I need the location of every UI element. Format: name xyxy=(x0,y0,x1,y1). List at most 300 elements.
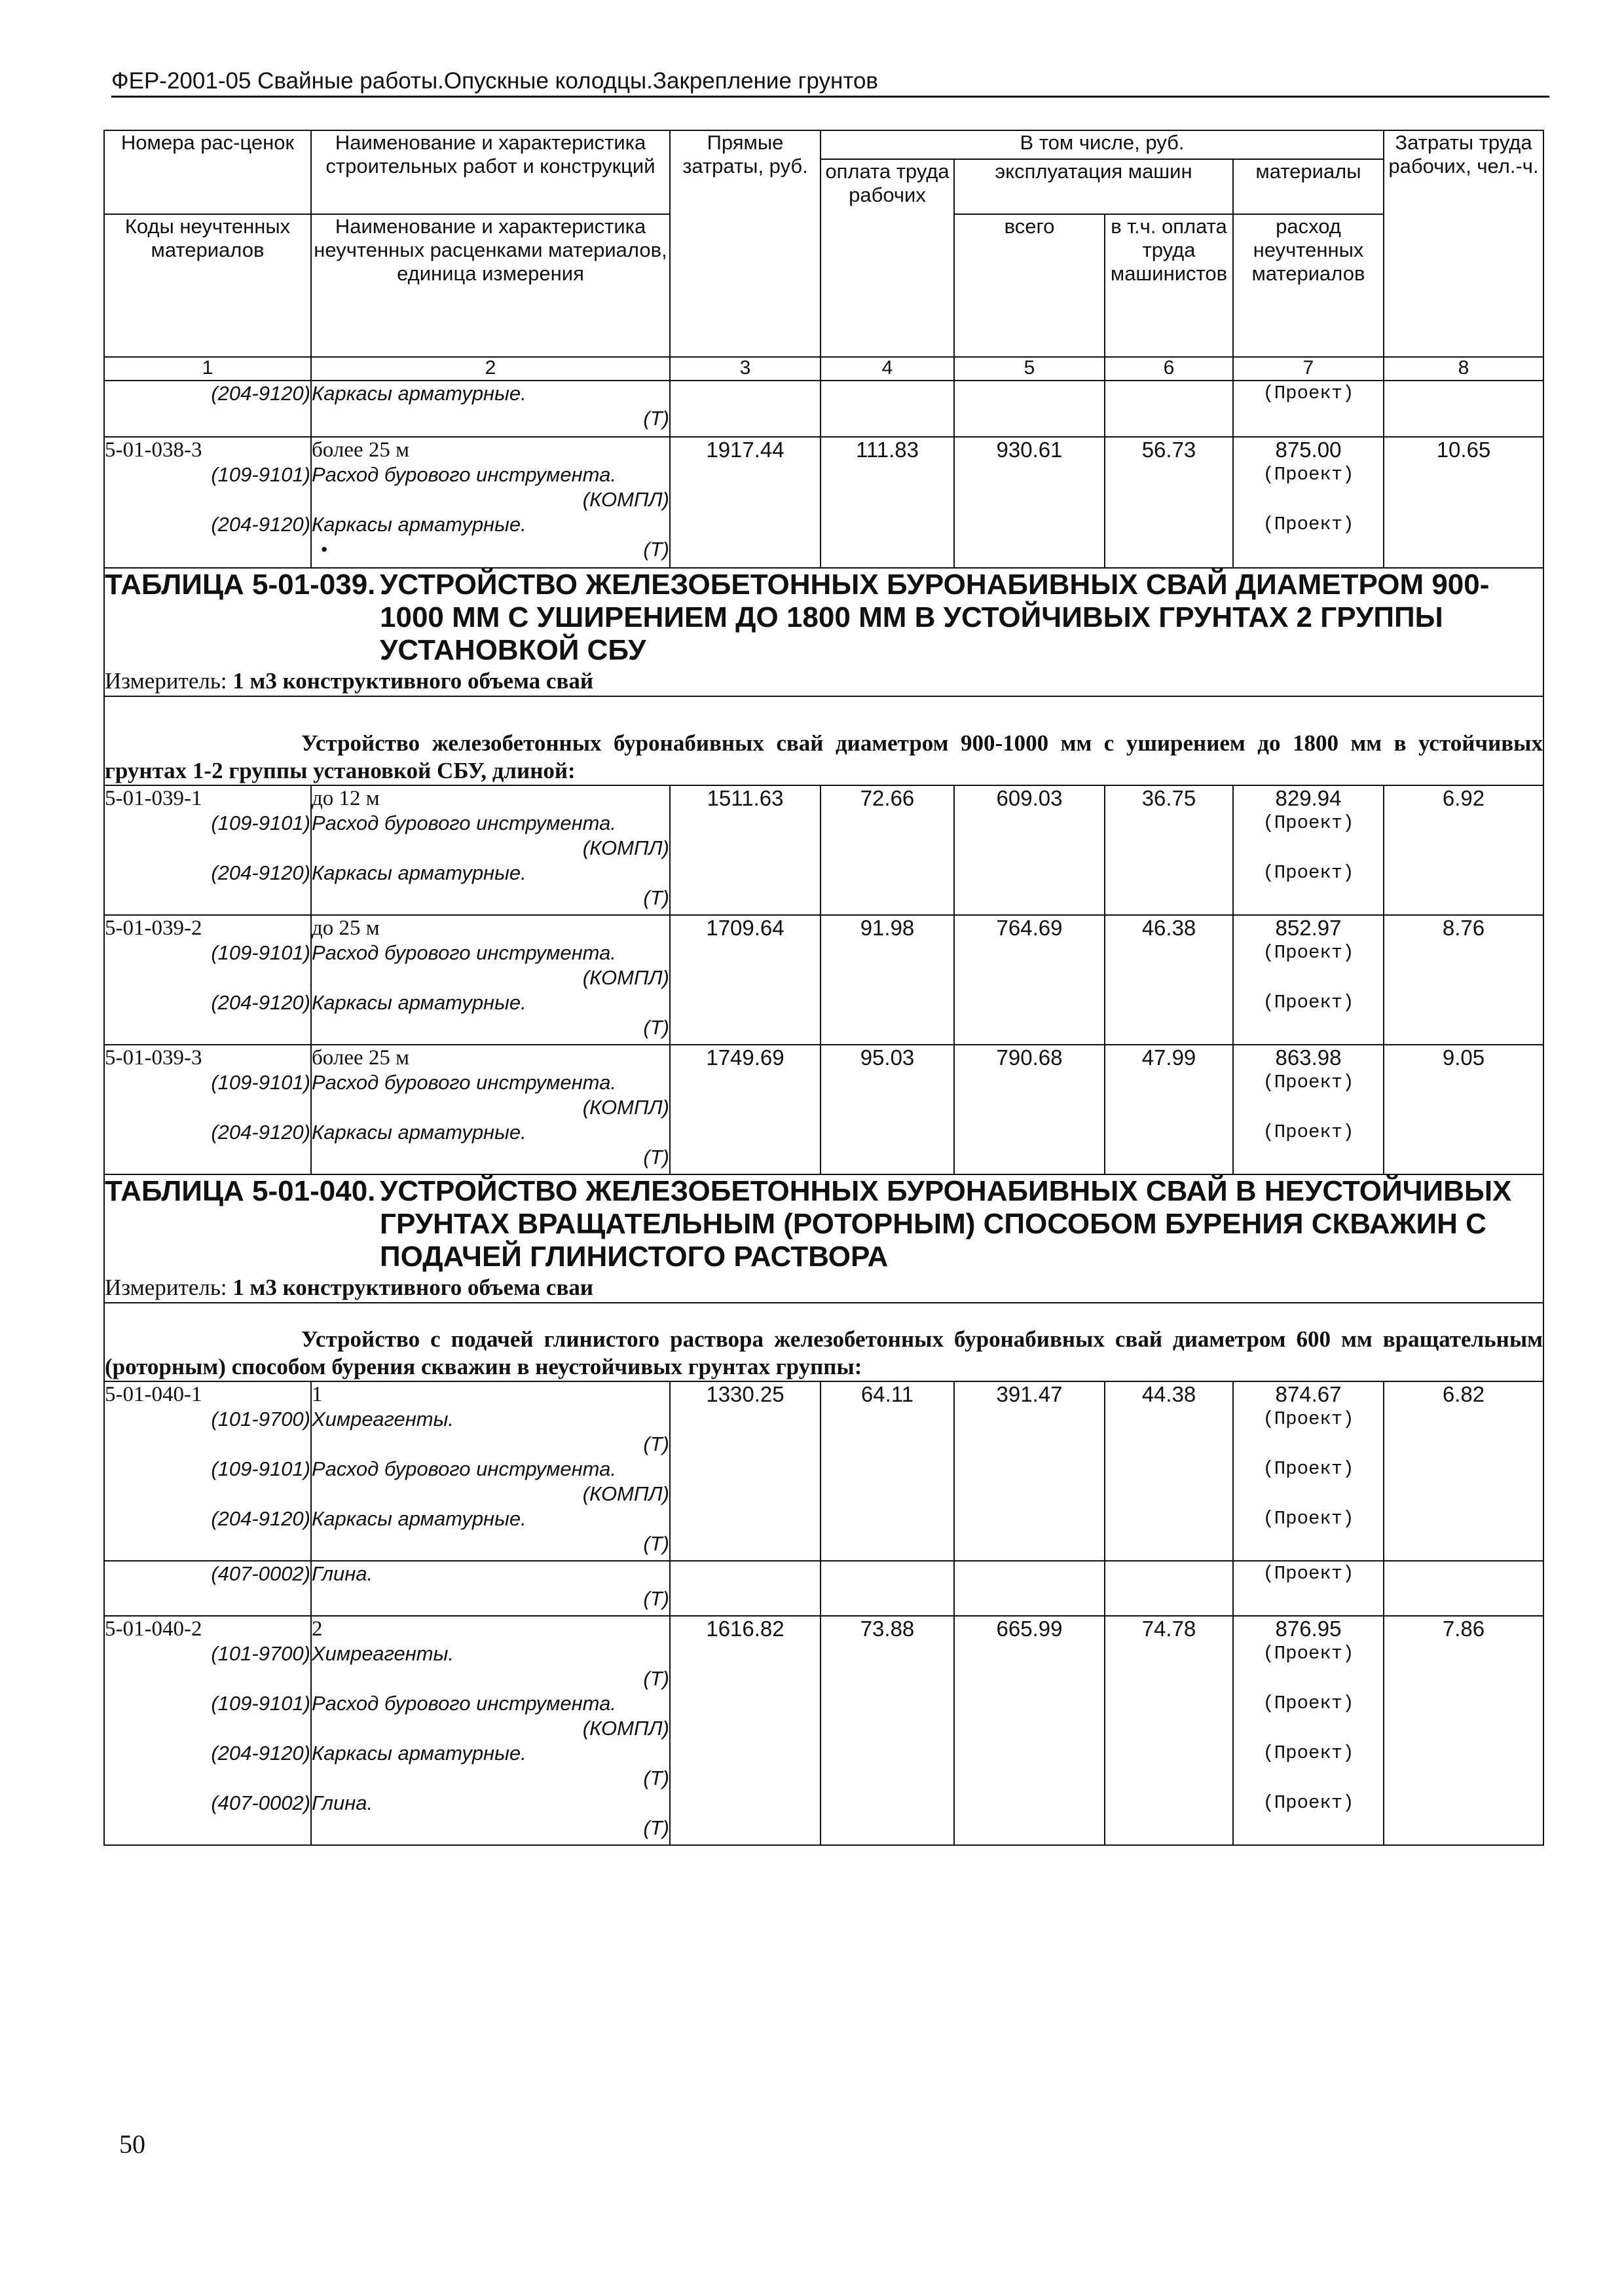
material-unit: (КОМПЛ) xyxy=(311,1095,670,1120)
table-cell xyxy=(821,1716,954,1741)
col-num: 3 xyxy=(670,357,821,381)
table-cell xyxy=(821,406,954,437)
table-cell xyxy=(1384,1716,1543,1741)
direct-costs: 1616.82 xyxy=(670,1616,821,1641)
meter-value: 1 м3 конструктивного объема сваи xyxy=(232,1275,594,1300)
machinist-pay: 47.99 xyxy=(1105,1045,1233,1070)
table-cell xyxy=(821,1407,954,1432)
material-unit: (Т) xyxy=(311,1766,670,1791)
table-cell xyxy=(670,1457,821,1482)
direct-costs: 1511.63 xyxy=(670,785,821,811)
labor-hours: 10.65 xyxy=(1384,437,1543,462)
proekt-label: (Проект) xyxy=(1233,1070,1384,1095)
table-cell xyxy=(954,965,1105,990)
table-cell xyxy=(821,941,954,965)
hdr-including: В том числе, руб. xyxy=(821,130,1384,159)
table-cell xyxy=(1105,1070,1233,1095)
table-cell xyxy=(1105,381,1233,406)
hdr-materials: материалы xyxy=(1233,159,1384,214)
machine-total: 609.03 xyxy=(954,785,1105,811)
hdr-material-name: Наименование и характеристика неучтенных расценками материалов, единица измерения xyxy=(311,214,670,357)
table-040-number: ТАБЛИЦА 5-01-040. xyxy=(105,1175,376,1207)
labor-pay: 72.66 xyxy=(821,785,954,811)
material-unit: (Т) xyxy=(311,1586,670,1616)
table-row xyxy=(104,1045,1543,1070)
table-row xyxy=(104,1457,1543,1482)
table-row xyxy=(104,1641,1543,1666)
table-cell xyxy=(1233,537,1384,568)
table-cell xyxy=(1105,1766,1233,1791)
table-cell xyxy=(1384,886,1543,915)
table-cell xyxy=(821,1070,954,1095)
rate-code: 5-01-040-1 xyxy=(104,1381,311,1407)
table-cell xyxy=(821,1506,954,1531)
table-cell xyxy=(104,1145,311,1174)
table-row xyxy=(104,1482,1543,1506)
table-cell xyxy=(670,1766,821,1791)
table-cell xyxy=(1105,512,1233,537)
table-cell xyxy=(1105,1482,1233,1506)
table-cell xyxy=(670,836,821,861)
table-cell xyxy=(821,537,954,568)
table-cell xyxy=(670,1070,821,1095)
table-cell xyxy=(954,1457,1105,1482)
machinist-pay: 36.75 xyxy=(1105,785,1233,811)
table-cell xyxy=(821,1691,954,1716)
proekt-label: (Проект) xyxy=(1233,1407,1384,1432)
table-cell xyxy=(104,1766,311,1791)
table-cell xyxy=(104,1095,311,1120)
table-row xyxy=(104,381,1543,406)
table-row xyxy=(104,1616,1543,1641)
table-cell xyxy=(670,1432,821,1457)
table-row xyxy=(104,1015,1543,1045)
materials-cost: 863.98 xyxy=(1233,1045,1384,1070)
table-cell xyxy=(670,406,821,437)
table-cell xyxy=(1105,886,1233,915)
table-cell xyxy=(1384,1791,1543,1816)
table-row xyxy=(104,462,1543,487)
table-cell xyxy=(670,1741,821,1766)
machine-total: 665.99 xyxy=(954,1616,1105,1641)
proekt-label: (Проект) xyxy=(1233,861,1384,886)
table-row xyxy=(104,1791,1543,1816)
table-cell xyxy=(954,941,1105,965)
material-unit: (Т) xyxy=(311,1816,670,1845)
machinist-pay: 56.73 xyxy=(1105,437,1233,462)
meter-row xyxy=(104,667,1543,696)
table-cell xyxy=(670,1816,821,1845)
table-040-name: УСТРОЙСТВО ЖЕЛЕЗОБЕТОННЫХ БУРОНАБИВНЫХ СВАЙ В НЕУСТОЙЧИВЫХ ГРУНТАХ ВРАЩАТЕЛЬНЫМ (РОТОРНЫМ) СПОСОБОМ БУРЕНИЯ СКВАЖИН С ПОДАЧЕЙ ГЛИНИСТОГО РАСТВОРА xyxy=(380,1175,1512,1273)
table-cell xyxy=(1105,1095,1233,1120)
table-cell xyxy=(1233,487,1384,512)
table-cell xyxy=(1233,1766,1384,1791)
material-unit: (Т) xyxy=(311,1666,670,1691)
table-cell xyxy=(670,1641,821,1666)
header-row-1 xyxy=(104,130,1543,159)
machinist-pay: 46.38 xyxy=(1105,915,1233,941)
table-cell xyxy=(1233,1015,1384,1045)
table-cell xyxy=(1233,1666,1384,1691)
labor-hours: 8.76 xyxy=(1384,915,1543,941)
table-cell xyxy=(954,1766,1105,1791)
labor-hours: 7.86 xyxy=(1384,1616,1543,1641)
table-row xyxy=(104,1666,1543,1691)
table-cell xyxy=(1384,1506,1543,1531)
table-cell xyxy=(670,811,821,836)
table-cell xyxy=(821,1482,954,1506)
table-cell xyxy=(1233,1432,1384,1457)
table-cell xyxy=(1384,811,1543,836)
machine-total: 391.47 xyxy=(954,1381,1105,1407)
table-cell xyxy=(104,1666,311,1691)
labor-pay: 73.88 xyxy=(821,1616,954,1641)
material-code: (204-9120) xyxy=(104,1506,311,1531)
table-cell xyxy=(821,1120,954,1145)
table-cell xyxy=(1105,1816,1233,1845)
table-cell xyxy=(670,1095,821,1120)
table-cell xyxy=(1233,836,1384,861)
material-code: (204-9120) xyxy=(104,990,311,1015)
table-cell xyxy=(821,965,954,990)
table-row xyxy=(104,487,1543,512)
table-cell xyxy=(1233,1095,1384,1120)
material-unit: (Т) xyxy=(311,1432,670,1457)
table-cell xyxy=(954,537,1105,568)
table-row xyxy=(104,785,1543,811)
table-cell xyxy=(954,1691,1105,1716)
table-cell xyxy=(104,1816,311,1845)
material-unit: (Т) xyxy=(311,406,670,437)
table-cell xyxy=(1384,1741,1543,1766)
table-cell xyxy=(1384,1145,1543,1174)
col-num: 4 xyxy=(821,357,954,381)
table-row xyxy=(104,965,1543,990)
table-cell xyxy=(954,1666,1105,1691)
material-name: Глина. xyxy=(311,1561,670,1586)
direct-costs: 1917.44 xyxy=(670,437,821,462)
material-code: (101-9700) xyxy=(104,1641,311,1666)
rate-code: 5-01-038-3 xyxy=(104,437,311,462)
hdr-direct-costs: Прямые затраты, руб. xyxy=(670,130,821,357)
table-cell xyxy=(104,836,311,861)
table-row xyxy=(104,1741,1543,1766)
table-row xyxy=(104,1381,1543,1407)
table-cell xyxy=(1384,1766,1543,1791)
table-cell xyxy=(1384,1457,1543,1482)
table-cell xyxy=(1384,1641,1543,1666)
proekt-label: (Проект) xyxy=(1233,1641,1384,1666)
table-cell xyxy=(1384,1666,1543,1691)
proekt-label: (Проект) xyxy=(1233,1506,1384,1531)
table-cell xyxy=(1384,381,1543,406)
table-cell xyxy=(1233,1145,1384,1174)
work-name: более 25 м xyxy=(311,437,670,462)
table-040-section: Устройство с подачей глинистого раствора железобетонных буронабивных свай диаметром 600 мм вращательным (роторным) способом бурения скважин в неустойчивых грунтах группы: xyxy=(104,1303,1543,1381)
rate-code: 5-01-039-3 xyxy=(104,1045,311,1070)
table-row xyxy=(104,1145,1543,1174)
table-cell xyxy=(954,811,1105,836)
material-unit-text: (Т) xyxy=(643,538,669,561)
machine-total: 790.68 xyxy=(954,1045,1105,1070)
table-cell xyxy=(1105,1716,1233,1741)
material-code: (109-9101) xyxy=(104,1691,311,1716)
material-code: (407-0002) xyxy=(104,1561,311,1586)
table-cell xyxy=(821,1145,954,1174)
proekt-label: (Проект) xyxy=(1233,811,1384,836)
col-num: 7 xyxy=(1233,357,1384,381)
material-name: Расход бурового инструмента. xyxy=(311,1457,670,1482)
material-code: (109-9101) xyxy=(104,941,311,965)
proekt-label: (Проект) xyxy=(1233,1457,1384,1482)
hdr-machine-operation: эксплуатация машин xyxy=(954,159,1233,214)
table-cell xyxy=(954,1716,1105,1741)
table-cell xyxy=(954,1816,1105,1845)
hdr-work-name: Наименование и характеристика строительных работ и конструкций xyxy=(311,130,670,214)
rate-code: 5-01-039-2 xyxy=(104,915,311,941)
table-cell xyxy=(821,1666,954,1691)
table-040-title xyxy=(104,1174,1543,1273)
table-cell xyxy=(1105,1691,1233,1716)
table-cell xyxy=(954,1506,1105,1531)
table-cell xyxy=(670,1716,821,1741)
col-num: 2 xyxy=(311,357,670,381)
table-cell xyxy=(1233,1531,1384,1561)
table-cell xyxy=(954,990,1105,1015)
table-cell xyxy=(1105,462,1233,487)
table-title-row xyxy=(104,568,1543,667)
table-row xyxy=(104,1586,1543,1616)
direct-costs: 1330.25 xyxy=(670,1381,821,1407)
table-cell xyxy=(104,537,311,568)
table-cell xyxy=(670,512,821,537)
material-name: Глина. xyxy=(311,1791,670,1816)
table-row xyxy=(104,886,1543,915)
table-cell xyxy=(670,537,821,568)
table-cell xyxy=(670,1586,821,1616)
table-cell xyxy=(1105,1641,1233,1666)
rates-table xyxy=(103,130,1544,1846)
table-cell xyxy=(670,462,821,487)
proekt-label: (Проект) xyxy=(1233,462,1384,487)
table-cell xyxy=(104,965,311,990)
machinist-pay: 44.38 xyxy=(1105,1381,1233,1407)
table-cell xyxy=(1384,1691,1543,1716)
proekt-label: (Проект) xyxy=(1233,1561,1384,1586)
material-code: (109-9101) xyxy=(104,462,311,487)
table-row xyxy=(104,537,1543,568)
proekt-label: (Проект) xyxy=(1233,381,1384,406)
table-cell xyxy=(1105,1506,1233,1531)
table-cell xyxy=(821,990,954,1015)
table-cell xyxy=(954,1641,1105,1666)
table-cell xyxy=(1384,1531,1543,1561)
table-row xyxy=(104,811,1543,836)
material-unit xyxy=(311,537,670,568)
table-039-name: УСТРОЙСТВО ЖЕЛЕЗОБЕТОННЫХ БУРОНАБИВНЫХ СВАЙ ДИАМЕТРОМ 900-1000 ММ С УШИРЕНИЕМ ДО 1800 ММ В УСТОЙЧИВЫХ ГРУНТАХ 2 ГРУППЫ УСТАНОВКОЙ СБУ xyxy=(380,569,1490,666)
material-code: (204-9120) xyxy=(104,381,311,406)
table-cell xyxy=(954,1791,1105,1816)
hdr-labor-pay: оплата труда рабочих xyxy=(821,159,954,357)
table-cell xyxy=(1105,1666,1233,1691)
table-cell xyxy=(1384,1816,1543,1845)
table-cell xyxy=(954,1095,1105,1120)
work-name: 1 xyxy=(311,1381,670,1407)
labor-pay: 64.11 xyxy=(821,1381,954,1407)
direct-costs: 1749.69 xyxy=(670,1045,821,1070)
material-code: (204-9120) xyxy=(104,512,311,537)
table-cell xyxy=(1105,811,1233,836)
table-cell xyxy=(954,1407,1105,1432)
hdr-labor-costs: Затраты труда рабочих, чел.-ч. xyxy=(1384,130,1543,357)
material-unit: (Т) xyxy=(311,1015,670,1045)
section-row xyxy=(104,696,1543,785)
table-cell xyxy=(954,1586,1105,1616)
materials-cost: 829.94 xyxy=(1233,785,1384,811)
table-cell xyxy=(1105,1561,1233,1586)
table-cell xyxy=(821,512,954,537)
table-cell xyxy=(1105,1741,1233,1766)
table-row xyxy=(104,437,1543,462)
materials-cost: 852.97 xyxy=(1233,915,1384,941)
table-cell xyxy=(821,1095,954,1120)
table-cell xyxy=(1384,1120,1543,1145)
table-cell xyxy=(670,1145,821,1174)
material-name: Каркасы арматурные. xyxy=(311,861,670,886)
work-name: до 25 м xyxy=(311,915,670,941)
table-cell xyxy=(821,811,954,836)
labor-hours: 6.82 xyxy=(1384,1381,1543,1407)
material-code: (109-9101) xyxy=(104,1457,311,1482)
material-name: Расход бурового инструмента. xyxy=(311,1070,670,1095)
table-row xyxy=(104,941,1543,965)
table-cell xyxy=(954,836,1105,861)
table-cell xyxy=(670,861,821,886)
table-039-meter xyxy=(104,667,1543,696)
table-cell xyxy=(1233,965,1384,990)
material-name: Каркасы арматурные. xyxy=(311,381,670,406)
hdr-total: всего xyxy=(954,214,1105,357)
material-unit: (Т) xyxy=(311,886,670,915)
table-cell xyxy=(821,381,954,406)
table-row xyxy=(104,406,1543,437)
table-cell xyxy=(954,886,1105,915)
table-cell xyxy=(104,406,311,437)
table-cell xyxy=(104,886,311,915)
hdr-rate-numbers: Номера рас-ценок xyxy=(104,130,311,214)
table-row xyxy=(104,861,1543,886)
table-040-meter xyxy=(104,1273,1543,1303)
rate-code: 5-01-040-2 xyxy=(104,1616,311,1641)
table-cell xyxy=(1105,941,1233,965)
table-cell xyxy=(954,1070,1105,1095)
table-cell xyxy=(954,1561,1105,1586)
table-cell xyxy=(821,861,954,886)
material-name: Расход бурового инструмента. xyxy=(311,1691,670,1716)
table-row xyxy=(104,836,1543,861)
table-row xyxy=(104,990,1543,1015)
table-cell xyxy=(1105,1120,1233,1145)
table-cell xyxy=(670,941,821,965)
table-cell xyxy=(1105,1432,1233,1457)
table-cell xyxy=(1105,861,1233,886)
table-cell xyxy=(1384,537,1543,568)
table-039-number: ТАБЛИЦА 5-01-039. xyxy=(105,569,376,601)
work-name: до 12 м xyxy=(311,785,670,811)
table-cell xyxy=(954,861,1105,886)
table-row xyxy=(104,1070,1543,1095)
page-number: 50 xyxy=(119,2129,145,2159)
materials-cost: 875.00 xyxy=(1233,437,1384,462)
table-cell xyxy=(104,487,311,512)
material-name: Каркасы арматурные. xyxy=(311,1506,670,1531)
material-name: Каркасы арматурные. xyxy=(311,1120,670,1145)
table-cell xyxy=(1105,487,1233,512)
table-cell xyxy=(670,1691,821,1716)
table-cell xyxy=(104,1586,311,1616)
table-cell xyxy=(1105,990,1233,1015)
work-name: 2 xyxy=(311,1616,670,1641)
work-name: более 25 м xyxy=(311,1045,670,1070)
table-cell xyxy=(1233,1716,1384,1741)
rate-code: 5-01-039-1 xyxy=(104,785,311,811)
material-name: Химреагенты. xyxy=(311,1641,670,1666)
table-cell xyxy=(821,487,954,512)
table-cell xyxy=(670,886,821,915)
table-cell xyxy=(1384,1432,1543,1457)
table-cell xyxy=(1105,1457,1233,1482)
table-cell xyxy=(1384,1407,1543,1432)
table-cell xyxy=(954,512,1105,537)
table-cell xyxy=(1105,406,1233,437)
table-cell xyxy=(670,1561,821,1586)
table-cell xyxy=(1233,1482,1384,1506)
material-code: (101-9700) xyxy=(104,1407,311,1432)
table-title-row xyxy=(104,1174,1543,1273)
section-row xyxy=(104,1303,1543,1381)
table-cell xyxy=(954,1120,1105,1145)
material-unit: (КОМПЛ) xyxy=(311,836,670,861)
machine-total: 764.69 xyxy=(954,915,1105,941)
labor-pay: 91.98 xyxy=(821,915,954,941)
table-cell xyxy=(1105,965,1233,990)
material-unit: (КОМПЛ) xyxy=(311,1482,670,1506)
table-row xyxy=(104,512,1543,537)
table-cell xyxy=(670,1506,821,1531)
table-cell xyxy=(670,1666,821,1691)
meter-row xyxy=(104,1273,1543,1303)
table-cell xyxy=(821,462,954,487)
table-cell xyxy=(954,381,1105,406)
material-code: (109-9101) xyxy=(104,1070,311,1095)
table-cell xyxy=(1384,1015,1543,1045)
labor-hours: 6.92 xyxy=(1384,785,1543,811)
table-cell xyxy=(670,1120,821,1145)
col-num: 5 xyxy=(954,357,1105,381)
table-cell xyxy=(821,1766,954,1791)
material-unit: (КОМПЛ) xyxy=(311,965,670,990)
table-cell xyxy=(1384,990,1543,1015)
material-name: Каркасы арматурные. xyxy=(311,1741,670,1766)
table-cell xyxy=(1233,406,1384,437)
table-cell xyxy=(1384,836,1543,861)
proekt-label: (Проект) xyxy=(1233,512,1384,537)
table-cell xyxy=(954,462,1105,487)
table-039-title xyxy=(104,568,1543,667)
table-row xyxy=(104,1561,1543,1586)
labor-pay: 111.83 xyxy=(821,437,954,462)
table-cell xyxy=(1233,1816,1384,1845)
